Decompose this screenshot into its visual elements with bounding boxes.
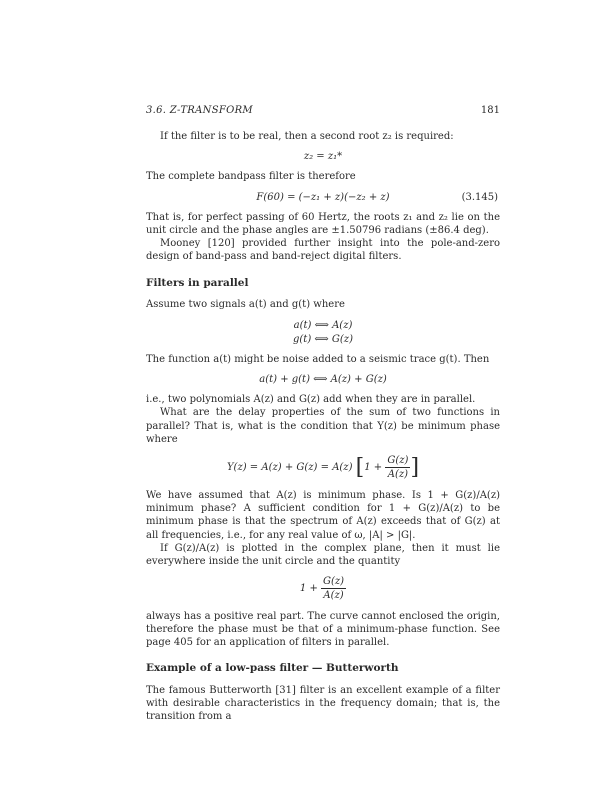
equation-body: F(60) = (−z₁ + z)(−z₂ + z) — [256, 191, 390, 203]
paragraph: The function a(t) might be noise added to a seismic trace g(t). Then — [146, 353, 490, 365]
right-bracket: ] — [410, 455, 420, 481]
equation-number: (3.145) — [461, 191, 498, 203]
paragraph: The famous Butterworth [31] filter is an excellent example of a filter with desirable characteristics in the frequency domain; that is, the transition from a — [146, 685, 500, 723]
equation-bandpass — [146, 191, 500, 204]
paragraph: always has a positive real part. The curve cannot enclosed the origin, therefore the phase must be that of a minimum-phase function. See page 405 for an application of filters in parallel. — [146, 610, 500, 648]
fraction — [321, 575, 346, 602]
equation-z2: z₂ = z₁* — [303, 151, 343, 163]
running-header — [146, 104, 500, 117]
denominator: A(z) — [323, 590, 344, 602]
numerator: G(z) — [321, 575, 346, 589]
equation-g-pair: g(t) ⟺ G(z) — [293, 333, 353, 345]
equation-one: 1 + — [364, 462, 383, 474]
paragraph: Mooney [120] provided further insight into the pole-and-zero design of band-pass and band-reject digital filters. — [146, 238, 500, 263]
equation-a-pair: a(t) ⟺ A(z) — [293, 319, 353, 331]
page-number: 181 — [480, 105, 500, 116]
body-text — [146, 130, 500, 724]
denominator: A(z) — [387, 469, 409, 481]
paragraph: That is, for perfect passing of 60 Hertz, the roots z₁ and z₂ lie on the unit circle and the phase angles are ±1.50796 radians (±86.4 deg). — [146, 211, 500, 236]
equation-sum: a(t) + g(t) ⟺ A(z) + G(z) — [259, 374, 387, 386]
equation-y — [146, 453, 500, 482]
paragraph: The complete bandpass filter is therefore — [146, 171, 356, 183]
paragraph: We have assumed that A(z) is minimum phase. Is 1 + G(z)/A(z) minimum phase? A sufficient condition for 1 + G(z)/A(z) to be minimum phase is that the spectrum of A(z) exceeds that of G(z) at all frequencies, i.e., for any real value of ω, |A| > |G|. — [146, 490, 500, 541]
equation-quantity — [146, 575, 500, 602]
paragraph: If the filter is to be real, then a second root z₂ is required: — [160, 131, 454, 142]
fraction — [385, 454, 410, 481]
paragraph: i.e., two polynomials A(z) and G(z) add when they are in parallel. — [146, 394, 476, 406]
paragraph: Assume two signals a(t) and g(t) where — [146, 299, 345, 311]
subheading-low-pass-filter: Example of a low-pass filter — Butterworth — [146, 662, 399, 675]
left-bracket: [ — [355, 455, 365, 481]
section-title: 3.6. Z-TRANSFORM — [146, 105, 253, 116]
paragraph: If G(z)/A(z) is plotted in the complex plane, then it must lie everywhere inside the unit circle and the quantity — [146, 542, 500, 568]
subheading-filters-in-parallel: Filters in parallel — [146, 276, 249, 289]
paragraph: What are the delay properties of the sum of two functions in parallel? That is, what is the condition that Y(z) be minimum phase where — [146, 407, 500, 445]
numerator: G(z) — [385, 454, 410, 468]
equation-one: 1 + — [299, 583, 318, 595]
equation-lhs: Y(z) = A(z) + G(z) = A(z) — [226, 462, 353, 474]
